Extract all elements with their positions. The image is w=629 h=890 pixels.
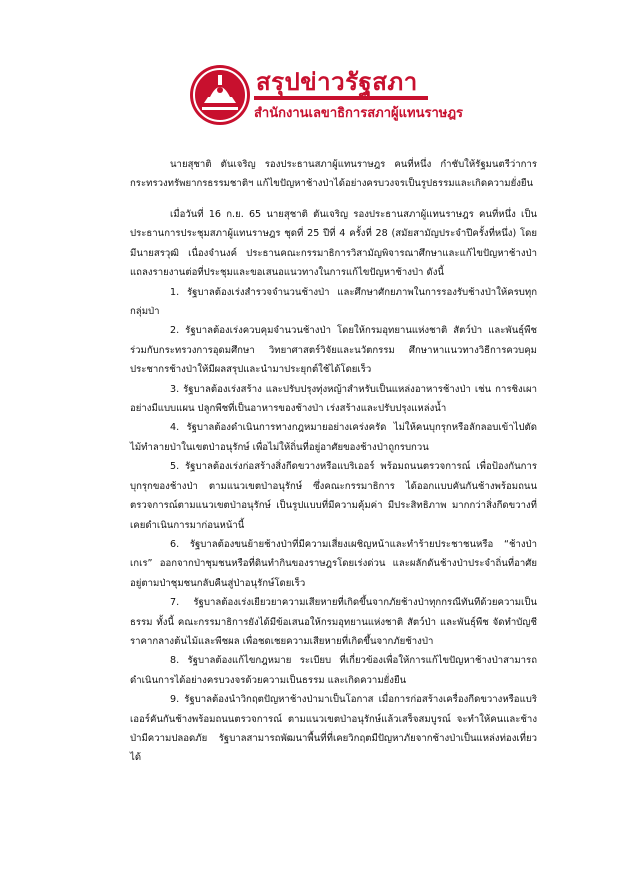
header-divider [254,96,428,100]
list-item: 9. รัฐบาลต้องนำวิกฤตปัญหาช้างป่ามาเป็นโอกาส เมื่อการก่อสร้างเครื่องกีดขวางหรือแบริเออร์คันกันช้างพร้อมถนนตรวจการณ์ ตามแนวเขตป่าอนุรักษ์แล้วเสร็จสมบูรณ์ จะทำให้คนและช้างป่ามีความปลอดภัย รัฐบาลสามารถพัฒนาพื้นที่ที่เคยวิกฤตมีปัญหาภัยจากช้างป่าเป็นแหล่งท่องเที่ยวได้ [130,694,537,764]
list-item: 7. รัฐบาลต้องเร่งเยียวยาความเสียหายที่เกิดขึ้นจากภัยช้างป่าทุกกรณีทันทีด้วยความเป็นธรรม ทั้งนี้ คณะกรรมาธิการยังได้มีข้อเสนอให้กรมอุทยานแห่งชาติ สัตว์ป่า และพันธุ์พืช จัดทำบัญชีราคากลางต้นไม้และพืชผล เพื่อชดเชยความเสียหายที่เกิดขึ้นจากภัยช้างป่า [130,597,537,647]
publisher-name: สำนักงานเลขาธิการสภาผู้แทนราษฎร [254,106,464,121]
list-item: 1. รัฐบาลต้องเร่งสำรวจจำนวนช้างป่า และศึกษาศักยภาพในการรองรับช้างป่าให้ครบทุกกลุ่มป่า [130,286,537,318]
list-item: 5. รัฐบาลต้องเร่งก่อสร้างสิ่งกีดขวางหรือแบริเออร์ พร้อมถนนตรวจการณ์ เพื่อป้องกันการบุกรุกของช้างป่า ตามแนวเขตป่าอนุรักษ์ ซึ่งคณะกรรมาธิการ ได้ออกแบบคันกันช้างพร้อมถนนตรวจการณ์ตามแนวเขตป่าอนุรักษ์ เป็นรูปแบบที่มีความคุ้มค่า มีประสิทธิภาพ มากกว่าสิ่งกีดขวางที่เคยดำเนินการมาก่อนหน้านี้ [130,461,537,531]
article-body [130,205,537,768]
publication-title: สรุปข่าวรัฐสภา [256,68,418,96]
headline-block [130,155,537,194]
parliament-seal-icon [188,63,252,127]
intro-paragraph: เมื่อวันที่ 16 ก.ย. 65 นายสุชาติ ตันเจริญ รองประธานสภาผู้แทนราษฎร คนที่หนึ่ง เป็นประธานการประชุมสภาผู้แทนราษฎร ชุดที่ 25 ปีที่ 4 ครั้งที่ 28 (สมัยสามัญประจำปีครั้งที่หนึ่ง) โดยมีนายสรวุฒิ เนื่องจำนงค์ ประธานคณะกรรมาธิการวิสามัญพิจารณาศึกษาและแก้ไขปัญหาช้างป่า แถลงรายงานต่อที่ประชุมและขอเสนอแนวทางในการแก้ไขปัญหาช้างป่า ดังนี้ [130,209,537,279]
list-item: 4. รัฐบาลต้องดำเนินการทางกฎหมายอย่างเคร่งครัด ไม่ให้คนบุกรุกหรือลักลอบเข้าไปตัดไม้ทำลายป่าในเขตป่าอนุรักษ์ เพื่อไม่ให้ถิ่นที่อยู่อาศัยของช้างป่าถูกรบกวน [130,422,537,453]
list-item: 3. รัฐบาลต้องเร่งสร้าง และปรับปรุงทุ่งหญ้าสำหรับเป็นแหล่งอาหารช้างป่า เช่น การชิงเผาอย่างมีแบบแผน ปลูกพืชที่เป็นอาหารของช้างป่า เร่งสร้างและปรับปรุงแหล่งน้ำ [130,383,537,415]
list-item: 6. รัฐบาลต้องขนย้ายช้างป่าที่มีความเสี่ยงเผชิญหน้าและทำร้ายประชาชนหรือ “ช้างป่าเกเร” ออกจากป่าชุมชนหรือที่ดินทำกินของราษฎรโดยเร่งด่วน และผลักดันช้างป่าประจำถิ่นที่อาศัยอยู่ตามป่าชุมชนกลับคืนสู่ป่าอนุรักษ์โดยเร็ว [130,538,537,589]
list-item: 2. รัฐบาลต้องเร่งควบคุมจำนวนช้างป่า โดยให้กรมอุทยานแห่งชาติ สัตว์ป่า และพันธุ์พืช ร่วมกับกระทรวงการอุดมศึกษา วิทยาศาสตร์วิจัยและนวัตกรรม ศึกษาหาแนวทางวิธีการควบคุมประชากรช้างป่าให้มีผลสรุปและนำมาประยุกต์ใช้ได้โดยเร็ว [130,325,537,376]
list-item: 8. รัฐบาลต้องแก้ไขกฎหมาย ระเบียบ ที่เกี่ยวข้องเพื่อให้การแก้ไขปัญหาช้างป่าสามารถดำเนินการได้อย่างครบวงจรด้วยความเป็นธรรม และเกิดความยั่งยืน [130,655,537,686]
headline: นายสุชาติ ตันเจริญ รองประธานสภาผู้แทนราษฎร คนที่หนึ่ง กำชับให้รัฐมนตรีว่าการกระทรวงทรัพยากรธรรมชาติฯ แก้ไขปัญหาช้างป่าได้อย่างครบวงจรเป็นรูปธรรมและเกิดความยั่งยืน [130,159,537,190]
